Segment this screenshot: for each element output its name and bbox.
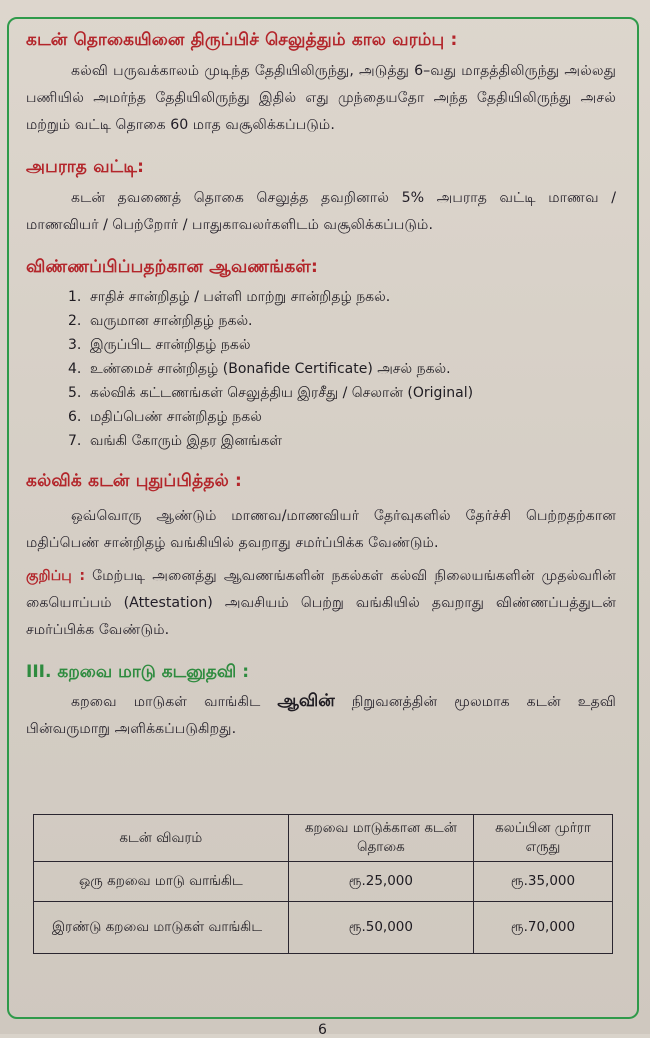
- table-cell: ரூ.50,000: [288, 902, 473, 954]
- list-item-number: 3.: [68, 337, 82, 353]
- list-item-number: 6.: [68, 409, 82, 425]
- list-item-text: சாதிச் சான்றிதழ் / பள்ளி மாற்று சான்றிதழ் நகல்.: [90, 289, 391, 305]
- note-label: குறிப்பு :: [26, 568, 86, 584]
- documents-section: [26, 257, 616, 453]
- list-item: [68, 381, 616, 405]
- list-item: [68, 333, 616, 357]
- renewal-text: ஒவ்வொரு ஆண்டும் மாணவ/மாணவியர் தேர்வுகளில் தேர்ச்சி பெற்றதற்கான மதிப்பெண் சான்றிதழ் வங்கியில் தவறாது சமர்ப்பிக்க வேண்டும்.: [26, 508, 616, 551]
- table-row: [34, 862, 613, 902]
- penalty-section: [26, 157, 616, 239]
- list-item-number: 4.: [68, 361, 82, 377]
- documents-list: [26, 285, 616, 453]
- repayment-heading: கடன் தொகையினை திருப்பிச் செலுத்தும் கால வரம்பு :: [26, 30, 458, 50]
- document-content: [26, 30, 616, 761]
- table-row: [34, 902, 613, 954]
- loan-table: [33, 814, 613, 954]
- list-item: [68, 357, 616, 381]
- documents-heading: விண்ணப்பிப்பதற்கான ஆவணங்கள்:: [26, 257, 318, 277]
- list-item: [68, 309, 616, 333]
- list-item-text: இருப்பிட சான்றிதழ் நகல்: [90, 337, 251, 353]
- list-item-text: மதிப்பெண் சான்றிதழ் நகல்: [90, 409, 262, 425]
- list-item-number: 7.: [68, 433, 82, 449]
- dairy-text: [26, 688, 616, 743]
- dairy-text-post: நிறுவனத்தின் மூலமாக கடன் உதவி பின்வருமாறு அளிக்கப்படுகிறது.: [26, 694, 616, 737]
- renewal-section: [26, 471, 616, 644]
- repayment-text: கல்வி பருவக்காலம் முடிந்த தேதியிலிருந்து, அடுத்து 6–வது மாதத்திலிருந்து அல்லது பணியில் அமர்ந்த தேதியிலிருந்து இதில் எது முந்தையதோ அந்த தேதியிலிருந்து அசல் மற்றும் வட்டி தொகை 60 மாத வசூலிக்கப்படும்.: [26, 63, 616, 133]
- repayment-section: [26, 30, 616, 139]
- table-cell: ஒரு கறவை மாடு வாங்கிட: [34, 862, 289, 902]
- table-cell: ரூ.35,000: [474, 862, 613, 902]
- penalty-text: கடன் தவணைத் தொகை செலுத்த தவறினால் 5% அபராத வட்டி மாணவ / மாணவியர் / பெற்றோர் / பாதுகாவலர்களிடம் வசூலிக்கப்படும்.: [26, 190, 616, 233]
- section-numeral: III.: [26, 662, 52, 682]
- table-cell: ரூ.25,000: [288, 862, 473, 902]
- note-text: மேற்படி அனைத்து ஆவணங்களின் நகல்கள் கல்வி நிலையங்களின் முதல்வரின் கையொப்பம் (Attestation) அவசியம் பெற்று வங்கியில் தவறாது விண்ணப்பத்துடன் சமர்ப்பிக்க வேண்டும்.: [26, 568, 616, 638]
- table-cell: இரண்டு கறவை மாடுகள் வாங்கிட: [34, 902, 289, 954]
- table-header-cell: கறவை மாடுக்கான கடன் தொகை: [288, 815, 473, 862]
- penalty-heading: அபராத வட்டி:: [26, 157, 145, 177]
- table-header-row: [34, 815, 613, 862]
- dairy-heading-text: கறவை மாடு கடனுதவி :: [57, 662, 249, 682]
- list-item-text: வருமான சான்றிதழ் நகல்.: [90, 313, 253, 329]
- dairy-heading: [26, 662, 616, 684]
- list-item-text: வங்கி கோரும் இதர இனங்கள்: [90, 433, 282, 449]
- renewal-heading: கல்விக் கடன் புதுப்பித்தல் :: [26, 471, 243, 491]
- list-item-number: 5.: [68, 385, 82, 401]
- list-item-number: 1.: [68, 289, 82, 305]
- list-item: [68, 285, 616, 309]
- table-header-cell: கடன் விவரம்: [34, 815, 289, 862]
- dairy-section: [26, 662, 616, 743]
- dairy-text-pre: கறவை மாடுகள் வாங்கிட: [71, 694, 261, 710]
- page-number: 6: [318, 1022, 327, 1038]
- list-item-number: 2.: [68, 313, 82, 329]
- aavin-brand: ஆவின்: [277, 691, 335, 711]
- list-item: [68, 405, 616, 429]
- list-item-text: கல்விக் கட்டணங்கள் செலுத்திய இரசீது / செலான் (Original): [90, 385, 474, 401]
- note-paragraph: [26, 563, 616, 644]
- table-cell: ரூ.70,000: [474, 902, 613, 954]
- list-item-text: உண்மைச் சான்றிதழ் (Bonafide Certificate) அசல் நகல்.: [90, 361, 451, 377]
- list-item: [68, 429, 616, 453]
- table-header-cell: கலப்பின முர்ரா எருது: [474, 815, 613, 862]
